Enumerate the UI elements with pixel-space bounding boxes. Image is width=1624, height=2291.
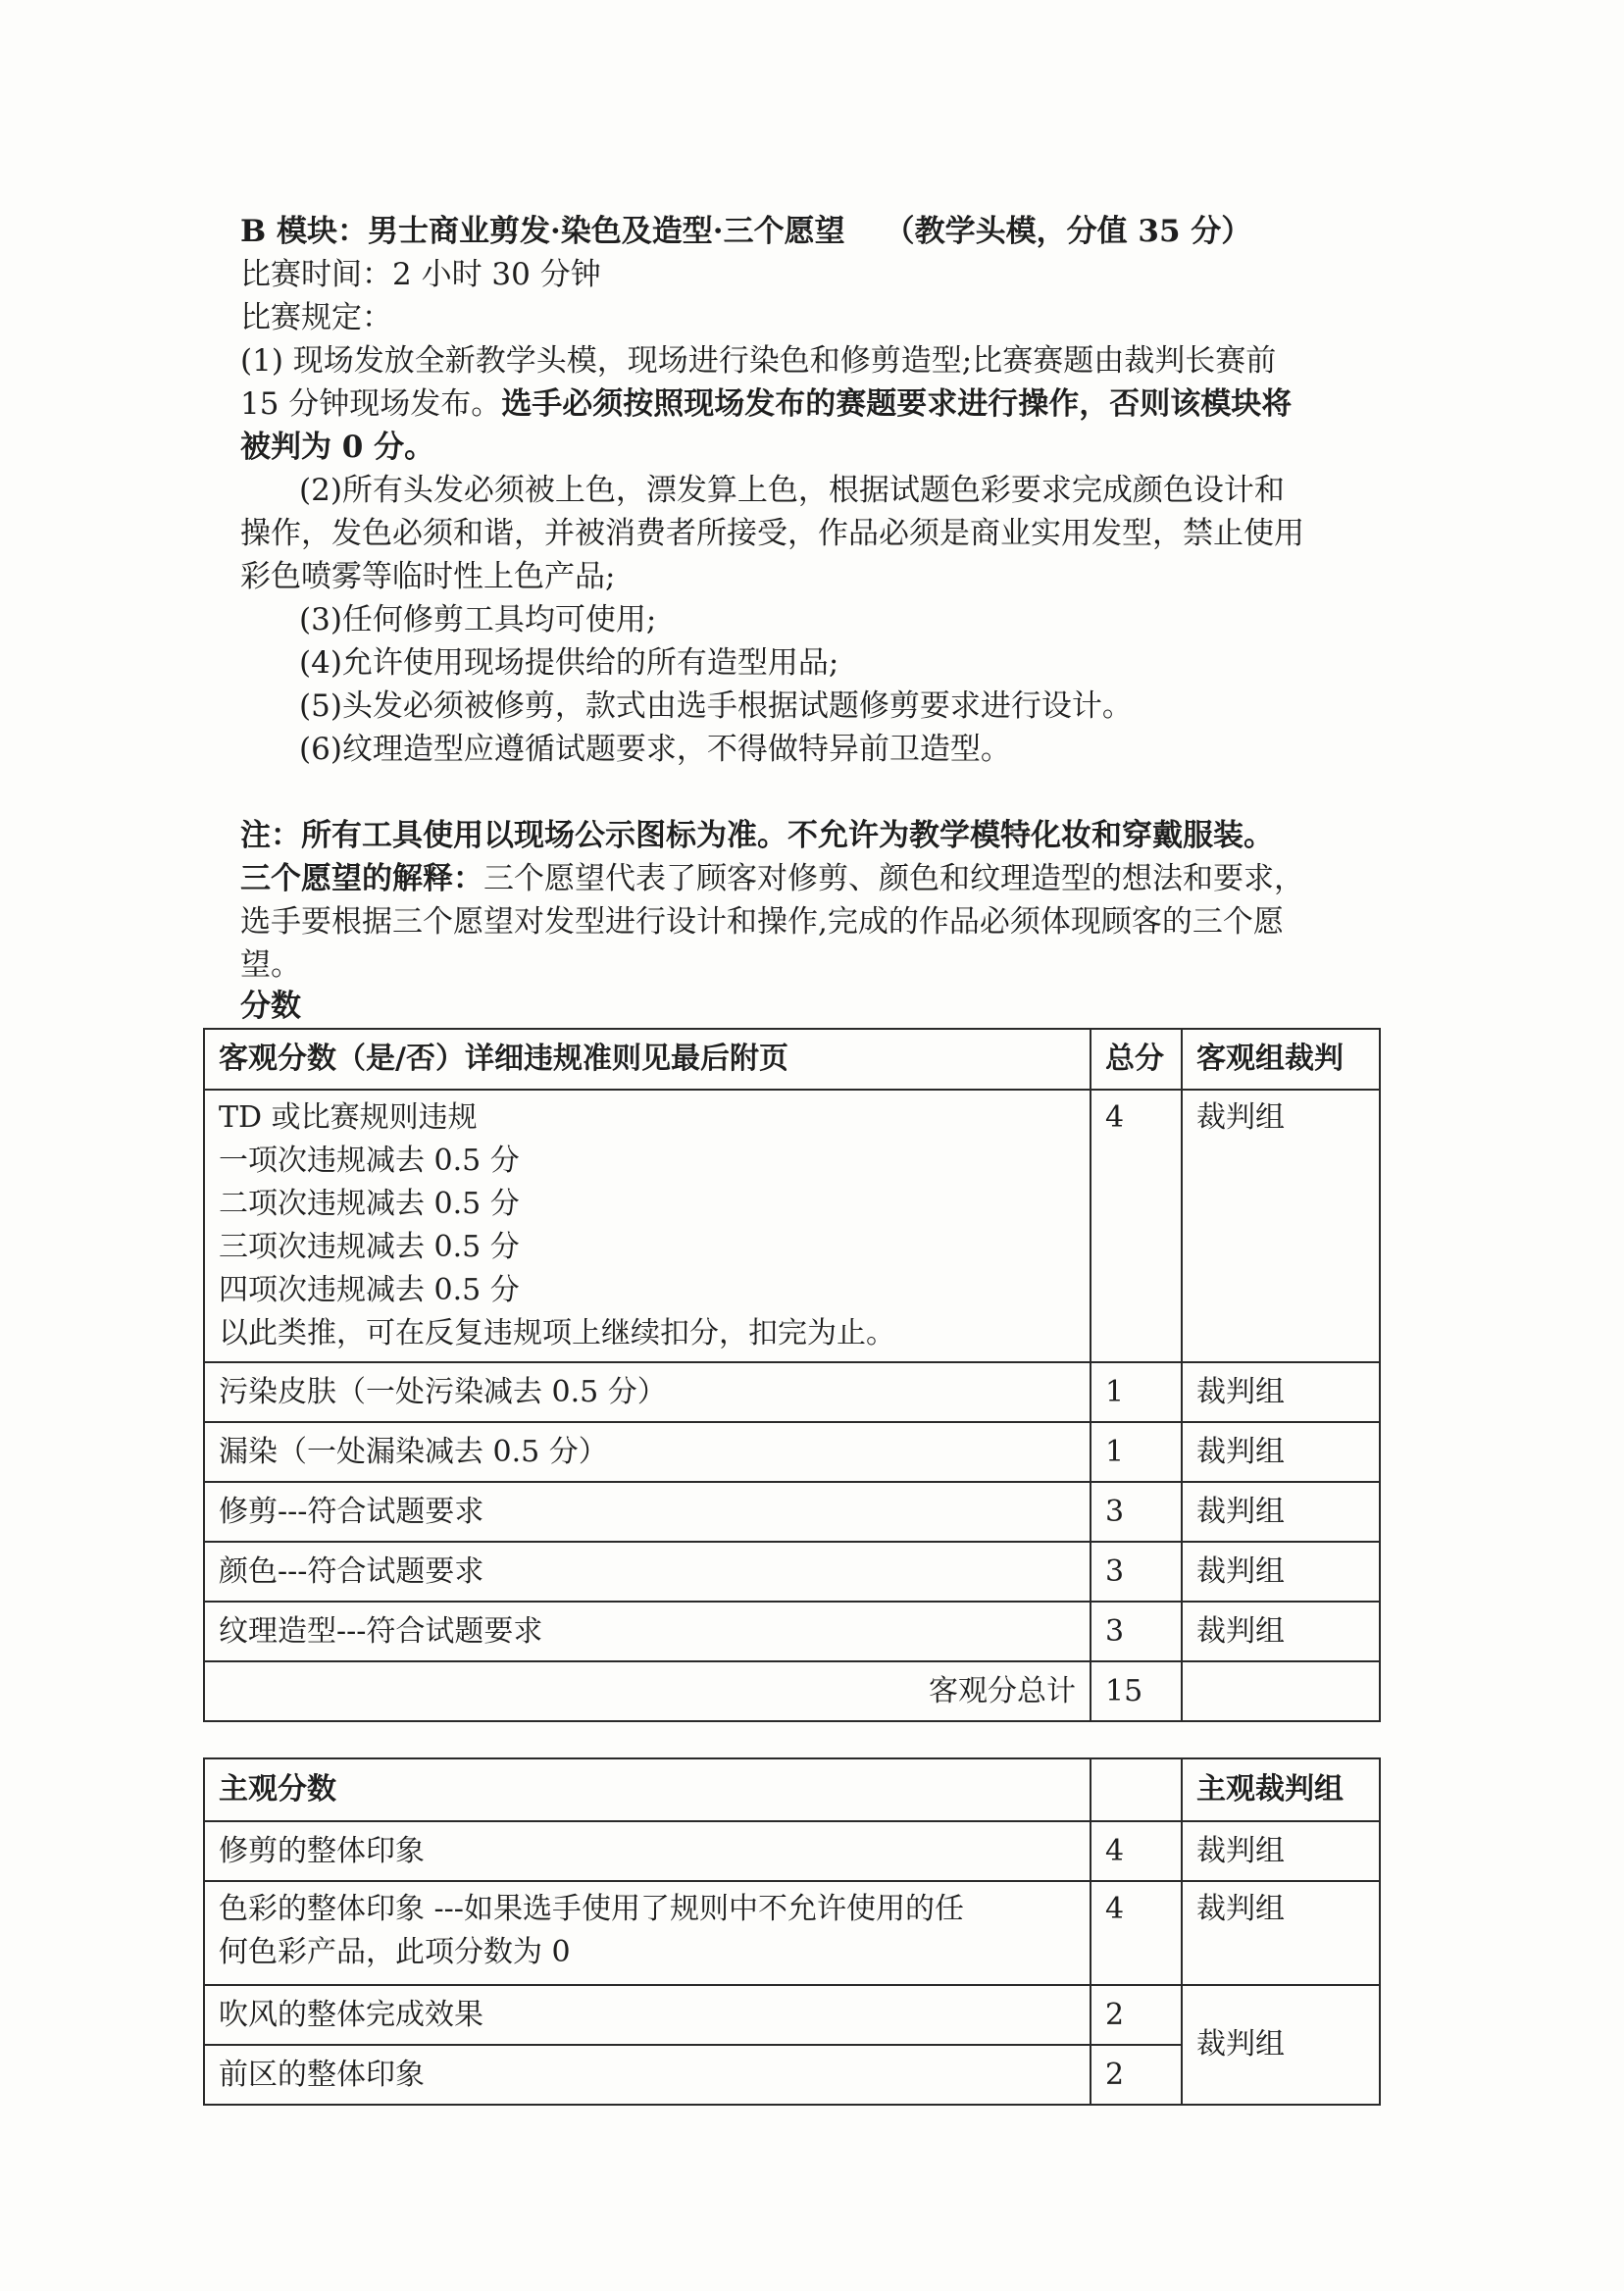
- rule-3: (3)任何修剪工具均可使用;: [299, 602, 657, 637]
- score-title: 分数: [240, 989, 301, 1024]
- violation-line: 二项次违规减去 0.5 分: [219, 1187, 520, 1221]
- table-row: [204, 1482, 1380, 1542]
- merged-judge-cell: 裁判组: [1182, 1985, 1380, 2105]
- table-row: [204, 1985, 1380, 2045]
- judge-cell: 裁判组: [1182, 1542, 1380, 1602]
- table-row: [204, 1090, 1380, 1362]
- item-line: 何色彩产品，此项分数为 0: [219, 1935, 571, 1969]
- wishes-label: 三个愿望的解释：: [240, 861, 483, 896]
- rule-1-requirement: 选手必须按照现场发布的赛题要求进行操作，否则该模块将: [501, 386, 1293, 422]
- rule-6: (6)纹理造型应遵循试题要求，不得做特异前卫造型。: [299, 732, 1011, 767]
- item-cell: 污染皮肤（一处污染减去 0.5 分）: [204, 1362, 1091, 1422]
- objective-header-item: 客观分数（是/否）详细违规准则见最后附页: [204, 1029, 1091, 1090]
- table-row: [204, 1362, 1380, 1422]
- violation-line: 以此类推，可在反复违规项上继续扣分，扣完为止。: [219, 1316, 895, 1350]
- wishes-line-1: [240, 857, 1304, 900]
- objective-total-label: 客观分总计: [204, 1661, 1091, 1721]
- rule-1-line-2: [240, 382, 1292, 426]
- violation-line: TD 或比赛规则违规: [219, 1100, 478, 1135]
- objective-header-score: 总分: [1091, 1029, 1182, 1090]
- objective-total-row: [204, 1661, 1380, 1721]
- score-cell: 3: [1091, 1542, 1182, 1602]
- rule-2-line-1: (2)所有头发必须被上色，漂发算上色，根据试题色彩要求完成颜色设计和: [299, 473, 1285, 508]
- wishes-text: 三个愿望代表了顾客对修剪、颜色和纹理造型的想法和要求，: [483, 861, 1304, 896]
- rule-4: (4)允许使用现场提供给的所有造型用品;: [299, 645, 839, 681]
- subjective-header-judge: 主观裁判组: [1182, 1758, 1380, 1821]
- item-line: 色彩的整体印象 ---如果选手使用了规则中不允许使用的任: [219, 1892, 964, 1926]
- score-cell: 4: [1091, 1090, 1182, 1362]
- judge-cell: 裁判组: [1182, 1821, 1380, 1881]
- score-cell: 3: [1091, 1482, 1182, 1542]
- score-cell: 1: [1091, 1362, 1182, 1422]
- score-cell: 3: [1091, 1602, 1182, 1661]
- table-row: [204, 1821, 1380, 1881]
- violation-rules-cell: [204, 1090, 1091, 1362]
- rule-1-line-3: 被判为 0 分。: [240, 430, 435, 465]
- score-cell: 4: [1091, 1821, 1182, 1881]
- subjective-score-table: [203, 1757, 1381, 2106]
- item-cell: 前区的整体印象: [204, 2045, 1091, 2105]
- rule-5: (5)头发必须被修剪，款式由选手根据试题修剪要求进行设计。: [299, 688, 1133, 724]
- judge-cell: 裁判组: [1182, 1422, 1380, 1482]
- item-cell: 修剪---符合试题要求: [204, 1482, 1091, 1542]
- objective-score-table: [203, 1028, 1381, 1722]
- table-row: [204, 1881, 1380, 1985]
- module-heading: [240, 210, 1251, 253]
- item-cell: 吹风的整体完成效果: [204, 1985, 1091, 2045]
- empty-cell: [1182, 1661, 1380, 1721]
- item-cell: 颜色---符合试题要求: [204, 1542, 1091, 1602]
- table-row: [204, 1542, 1380, 1602]
- module-meta: （教学头模，分值 35 分）: [884, 214, 1252, 249]
- score-cell: 2: [1091, 1985, 1182, 2045]
- subjective-header-row: [204, 1758, 1380, 1821]
- note: 注：所有工具使用以现场公示图标为准。不允许为教学模特化妆和穿戴服装。: [240, 818, 1274, 853]
- item-cell: 纹理造型---符合试题要求: [204, 1602, 1091, 1661]
- rule-1-release-time: 15 分钟现场发布。: [240, 386, 502, 422]
- item-cell: 修剪的整体印象: [204, 1821, 1091, 1881]
- violation-line: 三项次违规减去 0.5 分: [219, 1230, 520, 1264]
- subjective-header-score: [1091, 1758, 1182, 1821]
- score-cell: 1: [1091, 1422, 1182, 1482]
- rule-1-line-1: (1) 现场发放全新教学头模，现场进行染色和修剪造型;比赛赛题由裁判长赛前: [240, 343, 1277, 379]
- rule-2-line-2: 操作，发色必须和谐，并被消费者所接受，作品必须是商业实用发型，禁止使用: [240, 516, 1304, 551]
- judge-cell: 裁判组: [1182, 1362, 1380, 1422]
- judge-cell: 裁判组: [1182, 1482, 1380, 1542]
- judge-cell: 裁判组: [1182, 1090, 1380, 1362]
- score-cell: 4: [1091, 1881, 1182, 1985]
- rule-2-line-3: 彩色喷雾等临时性上色产品;: [240, 559, 616, 594]
- objective-total-value: 15: [1091, 1661, 1182, 1721]
- violation-line: 一项次违规减去 0.5 分: [219, 1144, 520, 1178]
- objective-header-row: [204, 1029, 1380, 1090]
- module-title: B 模块：男士商业剪发·染色及造型·三个愿望: [240, 214, 845, 249]
- wishes-line-3: 望。: [240, 947, 301, 983]
- score-cell: 2: [1091, 2045, 1182, 2105]
- objective-header-judge: 客观组裁判: [1182, 1029, 1380, 1090]
- wishes-line-2: 选手要根据三个愿望对发型进行设计和操作,完成的作品必须体现顾客的三个愿: [240, 904, 1284, 940]
- subjective-header-item: 主观分数: [204, 1758, 1091, 1821]
- violation-line: 四项次违规减去 0.5 分: [219, 1273, 520, 1307]
- item-cell: 漏染（一处漏染减去 0.5 分）: [204, 1422, 1091, 1482]
- item-cell: [204, 1881, 1091, 1985]
- competition-time: 比赛时间：2 小时 30 分钟: [240, 257, 601, 292]
- judge-cell: 裁判组: [1182, 1881, 1380, 1985]
- table-row: [204, 1422, 1380, 1482]
- table-row: [204, 1602, 1380, 1661]
- rules-title: 比赛规定：: [240, 300, 392, 335]
- judge-cell: 裁判组: [1182, 1602, 1380, 1661]
